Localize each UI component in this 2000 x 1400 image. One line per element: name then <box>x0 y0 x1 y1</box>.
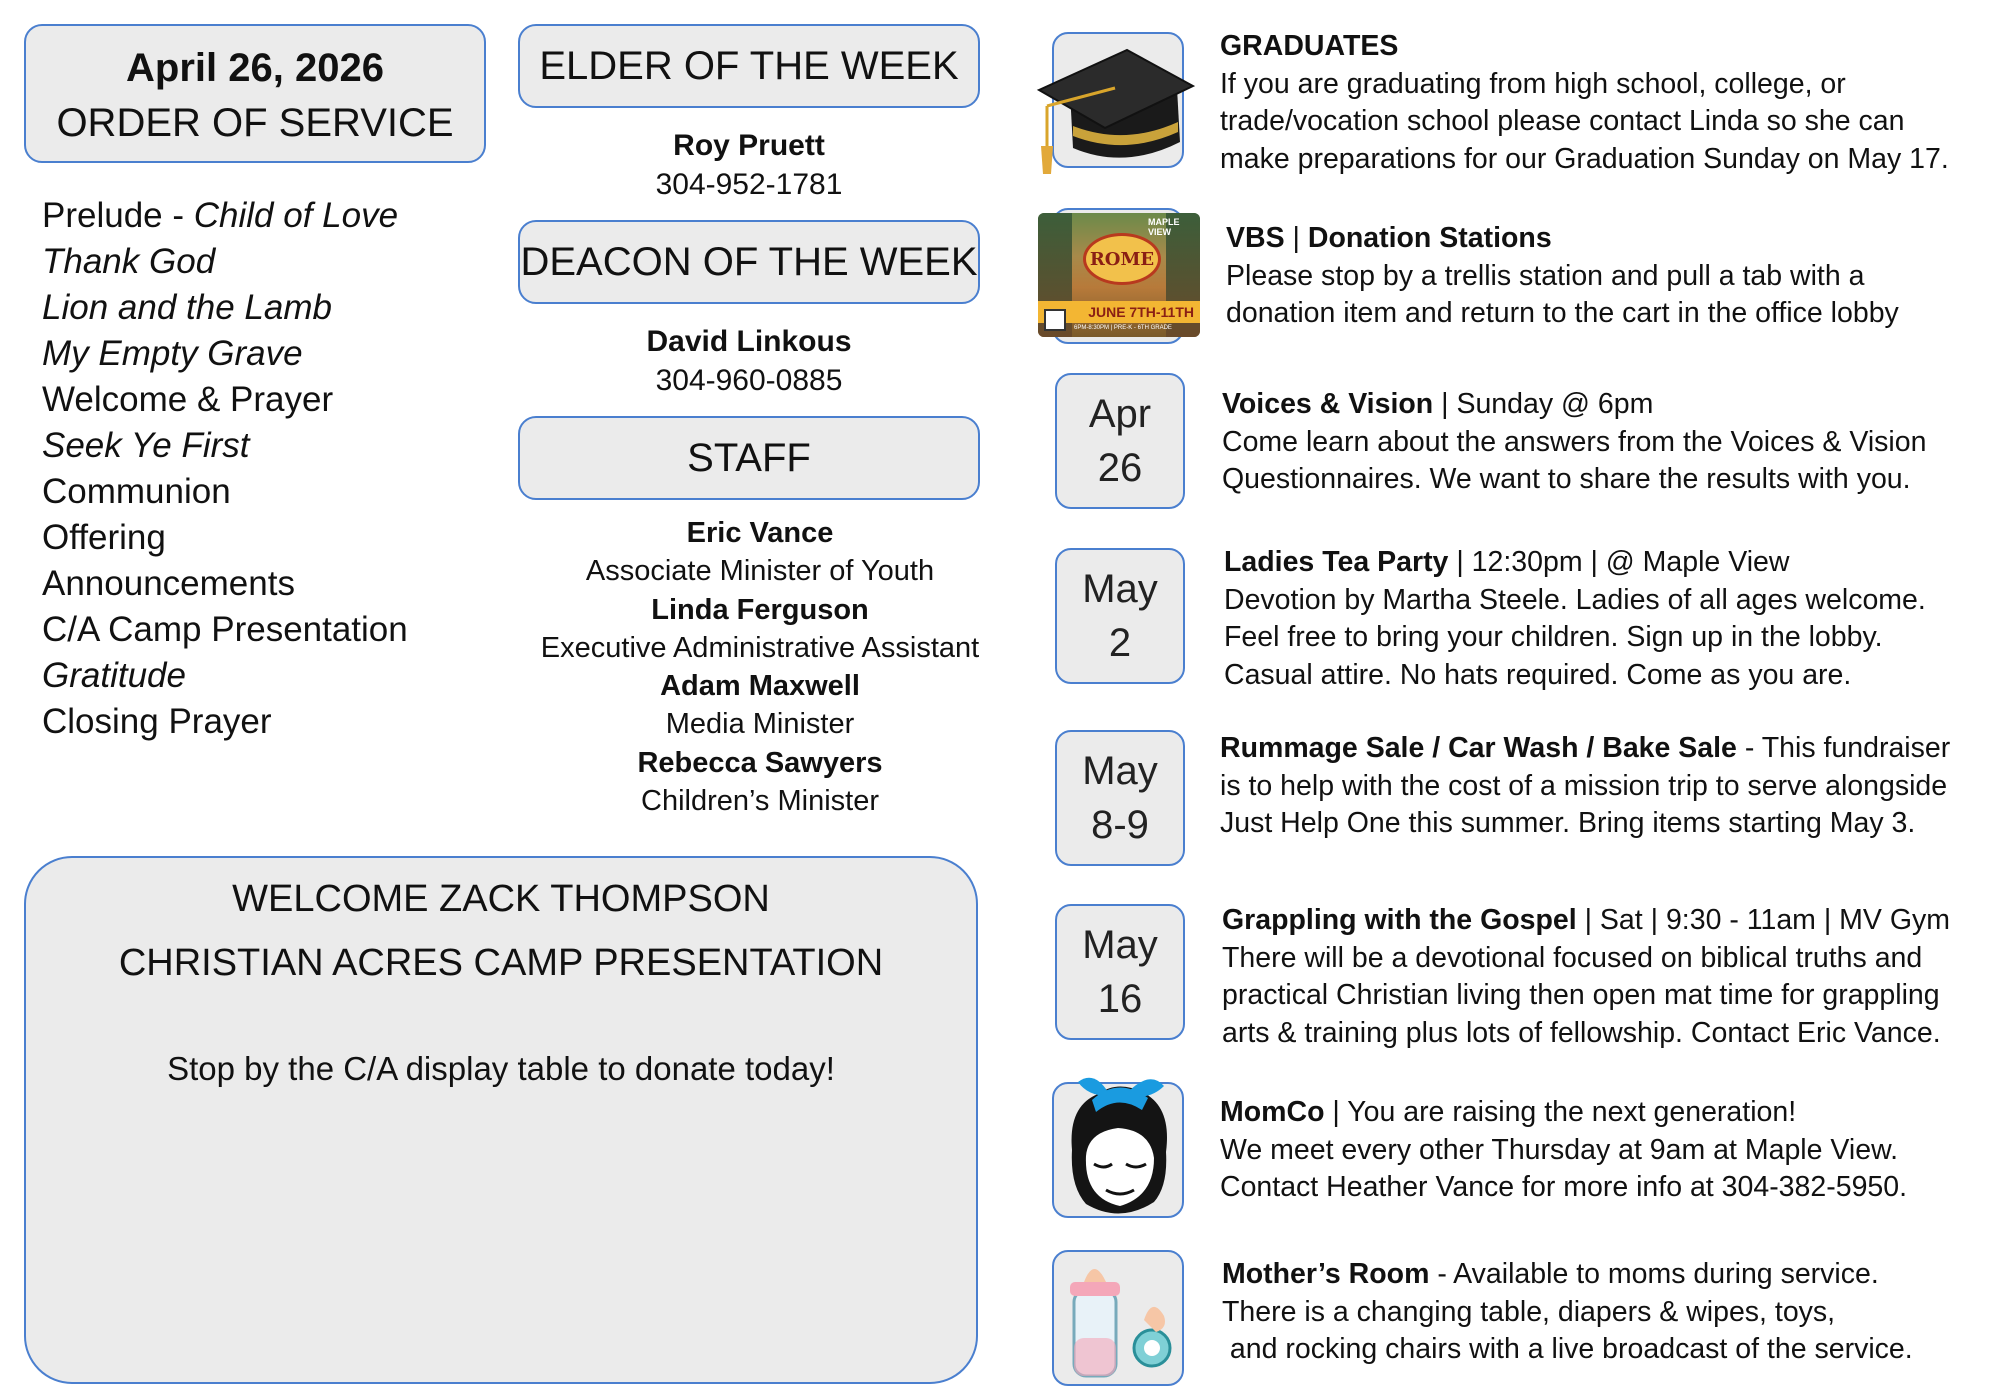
welcome-line-1: WELCOME ZACK THOMPSON <box>232 878 770 920</box>
voices-line: Questionnaires. We want to share the results with you. <box>1222 463 1911 496</box>
mothers-room-line: There is a changing table, diapers & wipes, toys, <box>1222 1295 1836 1328</box>
momco-announcement <box>1220 1094 1990 1207</box>
deacon-phone: 304-960-0885 <box>655 364 843 397</box>
tea-date-box <box>1055 548 1185 684</box>
momco-line: We meet every other Thursday at 9am at Maple View. <box>1220 1133 1899 1166</box>
mothers-room-line: and rocking chairs with a live broadcast of the service. <box>1222 1333 1913 1366</box>
vbs-line: donation item and return to the cart in the office lobby <box>1226 297 1899 330</box>
tea-details: | 12:30pm | @ Maple View <box>1448 546 1790 578</box>
vbs-flyer-brand: MAPLE VIEW <box>1148 217 1180 237</box>
service-item-11: Closing Prayer <box>42 702 272 741</box>
deacon-name: David Linkous <box>646 325 852 358</box>
voices-date-box <box>1055 373 1185 509</box>
date-day: 26 <box>1097 446 1143 490</box>
deacon-label: DEACON OF THE WEEK <box>520 239 978 284</box>
vbs-flyer-dates: JUNE 7TH-11TH <box>1088 304 1194 320</box>
date-month: May <box>1082 749 1158 793</box>
rummage-title: Rummage Sale / Car Wash / Bake Sale <box>1220 732 1737 764</box>
mothers-room-details: - Available to moms during service. <box>1429 1258 1879 1290</box>
welcome-line-2: CHRISTIAN ACRES CAMP PRESENTATION <box>118 942 884 984</box>
grappling-title: Grappling with the Gospel <box>1222 904 1577 936</box>
momco-line: Contact Heather Vance for more info at 304-382-5950. <box>1220 1171 1908 1204</box>
graduation-cap-icon <box>1035 30 1195 180</box>
baby-bottle-pacifier-icon <box>1056 1256 1184 1386</box>
graduates-line: trade/vocation school please contact Linda so she can <box>1220 105 1905 138</box>
mothers-room-announcement <box>1222 1256 1992 1369</box>
grappling-announcement <box>1222 902 1992 1052</box>
service-item-0: Prelude - Child of Love <box>42 196 399 235</box>
mom-face-icon <box>1058 1066 1180 1226</box>
grappling-date-box <box>1055 904 1185 1040</box>
vbs-announcement <box>1226 220 1996 333</box>
service-item-7: Offering <box>42 518 166 557</box>
date-day: 8-9 <box>1091 803 1149 847</box>
vbs-flyer-emblem <box>1083 233 1161 285</box>
service-item-10: Gratitude <box>42 656 186 695</box>
date-day: 2 <box>1108 621 1132 665</box>
elder-contact <box>518 126 980 204</box>
graduates-line: If you are graduating from high school, college, or <box>1220 67 1846 100</box>
order-of-service-list <box>42 193 408 745</box>
service-item-8: Announcements <box>42 564 295 603</box>
service-item-9: C/A Camp Presentation <box>42 610 408 649</box>
voices-line: Come learn about the answers from the Voices & Vision <box>1222 425 1927 458</box>
deacon-of-the-week-header <box>518 220 980 304</box>
elder-label: ELDER OF THE WEEK <box>539 43 959 88</box>
service-item-1: Thank God <box>42 242 216 281</box>
vbs-flyer-logo: ROME <box>1089 248 1155 270</box>
tea-line: Devotion by Martha Steele. Ladies of all ages welcome. <box>1224 583 1926 616</box>
voices-announcement <box>1222 386 1992 499</box>
elder-phone: 304-952-1781 <box>655 168 843 201</box>
mothers-room-title: Mother’s Room <box>1222 1258 1430 1290</box>
date-month: Apr <box>1088 392 1152 436</box>
rummage-line: Just Help One this summer. Bring items starting May 3. <box>1220 807 1916 840</box>
staff-name: Eric Vance <box>686 517 834 549</box>
grappling-line: practical Christian living then open mat time for grappling <box>1222 979 1940 1012</box>
vbs-subtitle: Donation Stations <box>1307 222 1552 254</box>
staff-role: Executive Administrative Assistant <box>540 631 980 664</box>
welcome-panel <box>24 856 978 1384</box>
staff-name: Adam Maxwell <box>660 670 860 703</box>
rummage-details: - This fundraiser <box>1736 732 1951 764</box>
service-item-6: Communion <box>42 472 231 511</box>
vbs-flyer-small: 6PM-8:30PM | PRE-K - 6TH GRADE <box>1074 325 1172 331</box>
service-item-5: Seek Ye First <box>42 426 250 465</box>
staff-name: Linda Ferguson <box>651 593 869 626</box>
tea-announcement <box>1224 544 1994 694</box>
service-item-2: Lion and the Lamb <box>42 288 332 327</box>
date-month: May <box>1082 923 1158 967</box>
tea-title: Ladies Tea Party <box>1224 546 1449 578</box>
order-of-service-title: ORDER OF SERVICE <box>56 101 454 145</box>
tea-line: Feel free to bring your children. Sign up in the lobby. <box>1224 621 1883 654</box>
deacon-contact <box>518 322 980 400</box>
date-month: May <box>1082 567 1158 611</box>
voices-title: Voices & Vision <box>1222 388 1434 420</box>
voices-details: | Sunday @ 6pm <box>1433 388 1654 420</box>
staff-name: Rebecca Sawyers <box>637 746 883 779</box>
grappling-details: | Sat | 9:30 - 11am | MV Gym <box>1576 904 1950 936</box>
rummage-date-box <box>1055 730 1185 866</box>
graduates-title: GRADUATES <box>1220 30 1399 62</box>
rummage-announcement <box>1220 730 1990 843</box>
elder-name: Roy Pruett <box>673 129 825 162</box>
staff-role: Media Minister <box>665 708 855 741</box>
vbs-flyer-icon <box>1038 213 1200 337</box>
momco-title: MomCo <box>1220 1096 1325 1128</box>
vbs-separator: | <box>1284 222 1308 254</box>
order-of-service-header <box>24 24 486 163</box>
staff-header <box>518 416 980 500</box>
staff-list <box>510 514 1010 820</box>
grappling-line: arts & training plus lots of fellowship. Contact Eric Vance. <box>1222 1016 1941 1049</box>
elder-of-the-week-header <box>518 24 980 108</box>
vbs-line: Please stop by a trellis station and pull a tab with a <box>1226 259 1865 292</box>
graduates-announcement <box>1220 28 1990 178</box>
date-day: 16 <box>1097 977 1143 1021</box>
staff-role: Associate Minister of Youth <box>585 555 935 588</box>
staff-role: Children’s Minister <box>641 785 879 818</box>
rummage-line: is to help with the cost of a mission trip to serve alongside <box>1220 769 1948 802</box>
staff-label: STAFF <box>687 435 811 480</box>
service-item-3: My Empty Grave <box>42 334 303 373</box>
vbs-title: VBS <box>1226 222 1285 254</box>
service-item-4: Welcome & Prayer <box>42 380 334 419</box>
tea-line: Casual attire. No hats required. Come as you are. <box>1224 658 1852 691</box>
service-date: April 26, 2026 <box>126 46 384 90</box>
welcome-line-3: Stop by the C/A display table to donate today! <box>167 1050 835 1087</box>
graduates-line: make preparations for our Graduation Sunday on May 17. <box>1220 142 1949 175</box>
momco-details: | You are raising the next generation! <box>1324 1096 1797 1128</box>
qr-code-icon <box>1044 309 1066 331</box>
grappling-line: There will be a devotional focused on biblical truths and <box>1222 941 1923 974</box>
